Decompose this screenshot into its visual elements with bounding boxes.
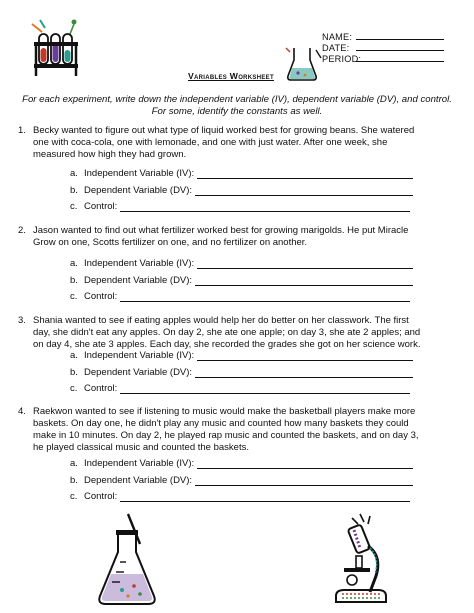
- question-text-line: Shania wanted to see if eating apples would help her do better on her classwork. The first: [33, 315, 409, 326]
- answer-letter: a.: [70, 458, 78, 469]
- answer-letter: c.: [70, 383, 78, 394]
- name-label: NAME:: [322, 32, 353, 42]
- q4-answer-control[interactable]: [70, 491, 410, 502]
- answer-blank[interactable]: [195, 476, 413, 486]
- question-2: [18, 225, 448, 249]
- answer-blank[interactable]: [197, 169, 413, 179]
- answer-label: Dependent Variable (DV):: [84, 367, 193, 378]
- answer-letter: b.: [70, 275, 78, 286]
- question-3: [18, 315, 448, 351]
- q4-answer-iv[interactable]: [70, 458, 413, 469]
- answer-letter: b.: [70, 367, 78, 378]
- question-text-line: make in 10 minutes. On day 2, he played rap music and counted the baskets, and on day 3,: [33, 430, 419, 441]
- worksheet-title: Variables Worksheet: [188, 71, 274, 81]
- answer-letter: b.: [70, 185, 78, 196]
- period-blank[interactable]: [356, 52, 444, 62]
- answer-label: Control:: [84, 291, 118, 302]
- period-field[interactable]: [322, 52, 444, 64]
- question-number: 3.: [18, 315, 26, 326]
- answer-letter: c.: [70, 201, 78, 212]
- question-text-line: Becky wanted to figure out what type of liquid worked best for growing beans. She watered: [33, 125, 415, 136]
- answer-letter: c.: [70, 291, 78, 302]
- answer-label: Independent Variable (IV):: [84, 458, 195, 469]
- instructions: [18, 94, 456, 118]
- question-text-line: baskets. On day one, he didn't play any music and counted how many baskets they could: [33, 418, 409, 429]
- answer-letter: a.: [70, 350, 78, 361]
- answer-blank[interactable]: [197, 259, 413, 269]
- question-1: [18, 125, 448, 161]
- flask-icon: [92, 512, 162, 608]
- answer-blank[interactable]: [120, 492, 410, 502]
- answer-letter: a.: [70, 168, 78, 179]
- instructions-line-2: For some, identify the constants as well.: [151, 106, 323, 117]
- question-text-line: he played classical music and counted the baskets.: [33, 442, 249, 453]
- q1-answer-control[interactable]: [70, 201, 410, 212]
- answer-blank[interactable]: [120, 292, 410, 302]
- date-label: DATE:: [322, 43, 350, 53]
- answer-label: Independent Variable (IV):: [84, 168, 195, 179]
- q1-answer-iv[interactable]: [70, 168, 413, 179]
- question-text-line: one with coca-cola, one with lemonade, and one with just water. After one week, she: [33, 137, 388, 148]
- q3-answer-iv[interactable]: [70, 350, 413, 361]
- test-tube-rack-icon: [30, 18, 86, 80]
- answer-label: Control:: [84, 383, 118, 394]
- answer-label: Independent Variable (IV):: [84, 350, 195, 361]
- question-number: 4.: [18, 406, 26, 417]
- name-blank[interactable]: [356, 30, 444, 40]
- answer-label: Control:: [84, 201, 118, 212]
- answer-label: Independent Variable (IV):: [84, 258, 195, 269]
- question-number: 1.: [18, 125, 26, 136]
- answer-letter: c.: [70, 491, 78, 502]
- beaker-icon: [286, 46, 322, 82]
- answer-blank[interactable]: [120, 202, 410, 212]
- question-text-line: day, she didn't eat any apples. On day 2, she ate one apple; on day 3, she ate 2 apples; and: [33, 327, 421, 338]
- answer-label: Dependent Variable (DV):: [84, 475, 193, 486]
- q1-answer-dv[interactable]: [70, 185, 413, 196]
- instructions-line-1: For each experiment, write down the independent variable (IV), dependent variable (DV), and control.: [22, 94, 452, 105]
- question-text-line: on day 4, she ate 3 apples. Each day, she recorded the grades she got on her science work.: [33, 339, 421, 350]
- question-text-line: Raekwon wanted to see if listening to music would make the basketball players make more: [33, 406, 416, 417]
- period-label: PERIOD:: [322, 54, 362, 64]
- question-text-line: Grow on one, Scotts fertilizer on one, and no fertilizer on another.: [33, 237, 308, 248]
- answer-blank[interactable]: [120, 384, 410, 394]
- answer-blank[interactable]: [197, 351, 413, 361]
- answer-blank[interactable]: [195, 276, 413, 286]
- answer-label: Dependent Variable (DV):: [84, 275, 193, 286]
- q2-answer-dv[interactable]: [70, 275, 413, 286]
- answer-letter: a.: [70, 258, 78, 269]
- question-text-line: Jason wanted to find out what fertilizer worked best for growing marigolds. He put Miracle: [33, 225, 409, 236]
- q3-answer-dv[interactable]: [70, 367, 413, 378]
- q3-answer-control[interactable]: [70, 383, 410, 394]
- question-4: [18, 406, 448, 454]
- answer-blank[interactable]: [195, 368, 413, 378]
- answer-letter: b.: [70, 475, 78, 486]
- q4-answer-dv[interactable]: [70, 475, 413, 486]
- q2-answer-control[interactable]: [70, 291, 410, 302]
- date-blank[interactable]: [356, 41, 444, 51]
- answer-blank[interactable]: [197, 459, 413, 469]
- answer-blank[interactable]: [195, 186, 413, 196]
- microscope-icon: [330, 512, 392, 608]
- answer-label: Dependent Variable (DV):: [84, 185, 193, 196]
- answer-label: Control:: [84, 491, 118, 502]
- question-number: 2.: [18, 225, 26, 236]
- question-text-line: measured how high they had grown.: [33, 149, 187, 160]
- q2-answer-iv[interactable]: [70, 258, 413, 269]
